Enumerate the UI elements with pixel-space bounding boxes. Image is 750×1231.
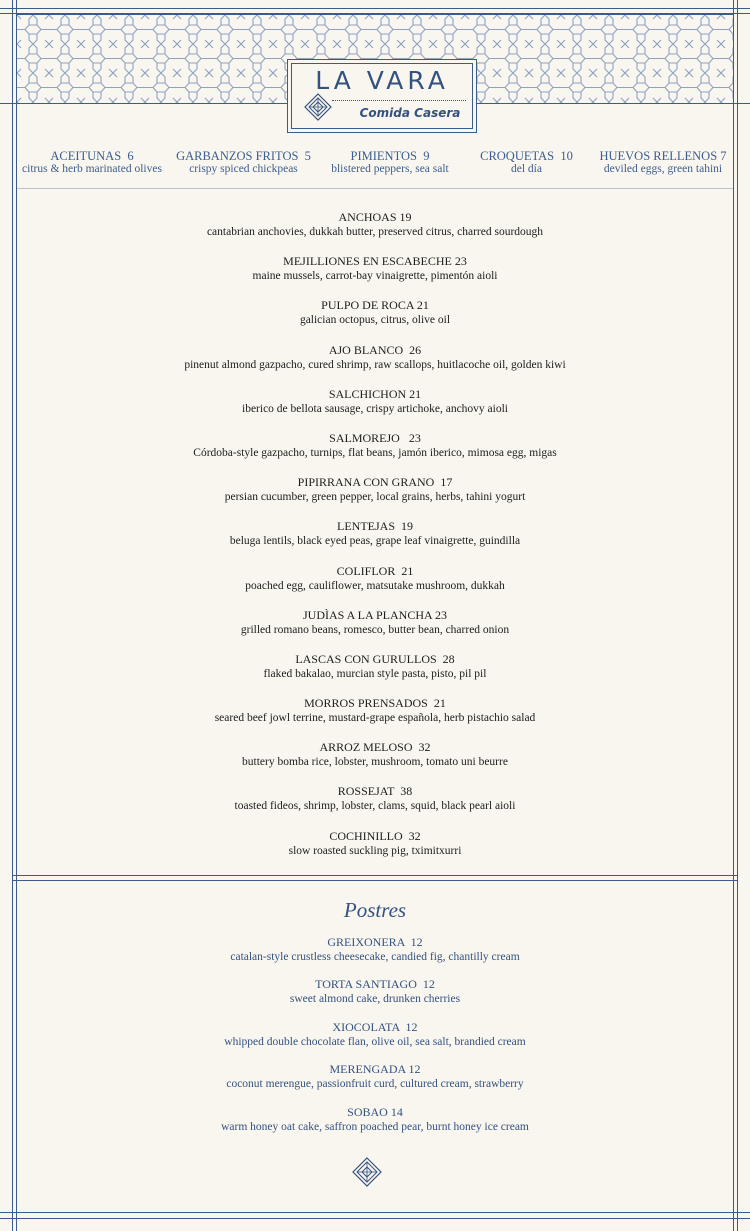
dish-item <box>17 519 733 563</box>
dish-item <box>17 784 733 828</box>
dessert-item <box>17 935 733 977</box>
dessert-name: SOBAO 14 <box>347 1104 403 1119</box>
dessert-name: GREIXONERA 12 <box>327 935 423 949</box>
tapa-name: PIMIENTOS 9 <box>350 149 430 163</box>
dish-description: iberico de bellota sausage, crispy artichoke, anchovy aioli <box>242 402 508 415</box>
dish-item <box>17 608 733 652</box>
dessert-description: coconut merengue, passionfruit curd, cultured cream, strawberry <box>226 1078 524 1091</box>
dish-description: flaked bakalao, murcian style pasta, pisto, pil pil <box>263 667 487 680</box>
dish-name: LENTEJAS 19 <box>337 519 413 534</box>
dish-description: galician octopus, citrus, olive oil <box>299 314 451 327</box>
postres-heading: Postres <box>343 898 407 922</box>
tapa-description: crispy spiced chickpeas <box>189 163 298 175</box>
dessert-description: warm honey oat cake, saffron poached pear, burnt honey ice cream <box>221 1120 529 1133</box>
section-divider-thin <box>12 880 738 881</box>
dish-description: grilled romano beans, romesco, butter bean, charred onion <box>240 623 510 636</box>
section-divider <box>12 875 738 876</box>
tapa-item <box>17 150 167 180</box>
dish-description: slow roasted suckling pig, tximitxurri <box>288 844 462 857</box>
dish-item <box>17 431 733 475</box>
dessert-description: catalan-style crustless cheesecake, candied fig, chantilly cream <box>230 951 520 963</box>
dish-item <box>17 210 733 254</box>
dessert-description: sweet almond cake, drunken cherries <box>289 993 461 1006</box>
dish-name: MORROS PRENSADOS 21 <box>304 696 446 711</box>
dessert-item <box>17 1105 733 1147</box>
dish-item <box>17 298 733 342</box>
dessert-item <box>17 977 733 1019</box>
tapa-description: blistered peppers, sea salt <box>331 163 449 175</box>
diamond-emblem-icon <box>304 93 332 121</box>
bottom-rule <box>0 1218 750 1219</box>
tapa-item <box>320 150 460 180</box>
dish-item <box>17 564 733 608</box>
dish-item <box>17 475 733 519</box>
dish-item <box>17 387 733 431</box>
dish-item <box>17 343 733 387</box>
dish-item <box>17 254 733 298</box>
dessert-description: whipped double chocolate flan, olive oil, sea salt, brandied cream <box>224 1035 526 1048</box>
dish-item <box>17 652 733 696</box>
dish-name: JUDÌAS A LA PLANCHA 23 <box>302 607 448 622</box>
dish-name: COLIFLOR 21 <box>336 563 414 578</box>
dish-name: ANCHOAS 19 <box>338 210 412 224</box>
dessert-item <box>17 1020 733 1062</box>
dish-name: SALCHICHON 21 <box>328 386 422 401</box>
tapa-item <box>467 150 587 180</box>
dish-name: MEJILLIONES EN ESCABECHE 23 <box>283 254 467 269</box>
tapa-item <box>593 150 733 180</box>
dish-name: ROSSEJAT 38 <box>337 784 413 799</box>
tapas-divider <box>17 188 733 189</box>
tapa-name: HUEVOS RELLENOS 7 <box>599 149 727 163</box>
dish-name: PIPIRRANA CON GRANO 17 <box>297 475 453 490</box>
dish-name: AJO BLANCO 26 <box>328 342 422 357</box>
dish-description: beluga lentils, black eyed peas, grape leaf vinaigrette, guindilla <box>229 535 521 548</box>
dish-name: PULPO DE ROCA 21 <box>321 298 429 313</box>
restaurant-tagline: Comida Casera <box>359 106 461 120</box>
dish-description: Córdoba-style gazpacho, turnips, flat beans, jamón iberico, mimosa egg, migas <box>193 446 557 459</box>
tapa-description: deviled eggs, green tahini <box>603 163 723 175</box>
dish-description: toasted fideos, shrimp, lobster, clams, squid, black pearl aioli <box>234 800 516 813</box>
dish-description: persian cucumber, green pepper, local grains, herbs, tahini yogurt <box>224 491 526 504</box>
mains-list <box>17 210 733 873</box>
dish-item <box>17 696 733 740</box>
logo-plaque <box>287 59 477 133</box>
dish-description: poached egg, cauliflower, matsutake mushroom, dukkah <box>245 579 505 592</box>
tapa-name: CROQUETAS 10 <box>480 149 573 163</box>
dish-name: COCHINILLO 32 <box>329 828 421 843</box>
dish-description: buttery bomba rice, lobster, mushroom, tomato uni beurre <box>242 756 508 769</box>
dish-name: ARROZ MELOSO 32 <box>319 740 431 755</box>
dish-item <box>17 829 733 873</box>
tapas-row <box>17 150 733 180</box>
bottom-rule-thin <box>0 1212 750 1213</box>
dish-description: pinenut almond gazpacho, cured shrimp, raw scallops, huitlacoche oil, golden kiwi <box>184 358 566 371</box>
dish-name: SALMOREJO 23 <box>329 430 421 445</box>
tapa-description: citrus & herb marinated olives <box>22 163 162 175</box>
tapa-description: del día <box>511 163 542 175</box>
restaurant-name: LA VARA <box>315 66 449 95</box>
dish-description: maine mussels, carrot-bay vinaigrette, pimentón aioli <box>252 270 498 283</box>
dessert-item <box>17 1062 733 1104</box>
tapa-name: ACEITUNAS 6 <box>50 149 134 163</box>
dish-item <box>17 740 733 784</box>
top-rule <box>0 8 750 9</box>
tapa-item <box>174 150 314 180</box>
dessert-name: XIOCOLATA 12 <box>332 1019 418 1034</box>
dessert-name: TORTA SANTIAGO 12 <box>315 977 435 992</box>
dish-name: LASCAS CON GURULLOS 28 <box>295 651 455 666</box>
tapa-name: GARBANZOS FRITOS 5 <box>176 149 311 163</box>
logo-dotted-rule <box>332 100 466 101</box>
dish-description: seared beef jowl terrine, mustard-grape española, herb pistachio salad <box>214 712 536 725</box>
dessert-name: MERENGADA 12 <box>329 1062 421 1077</box>
desserts-list <box>17 935 733 1147</box>
diamond-emblem-icon <box>352 1157 382 1187</box>
dish-description: cantabrian anchovies, dukkah butter, preserved citrus, charred sourdough <box>206 226 544 238</box>
